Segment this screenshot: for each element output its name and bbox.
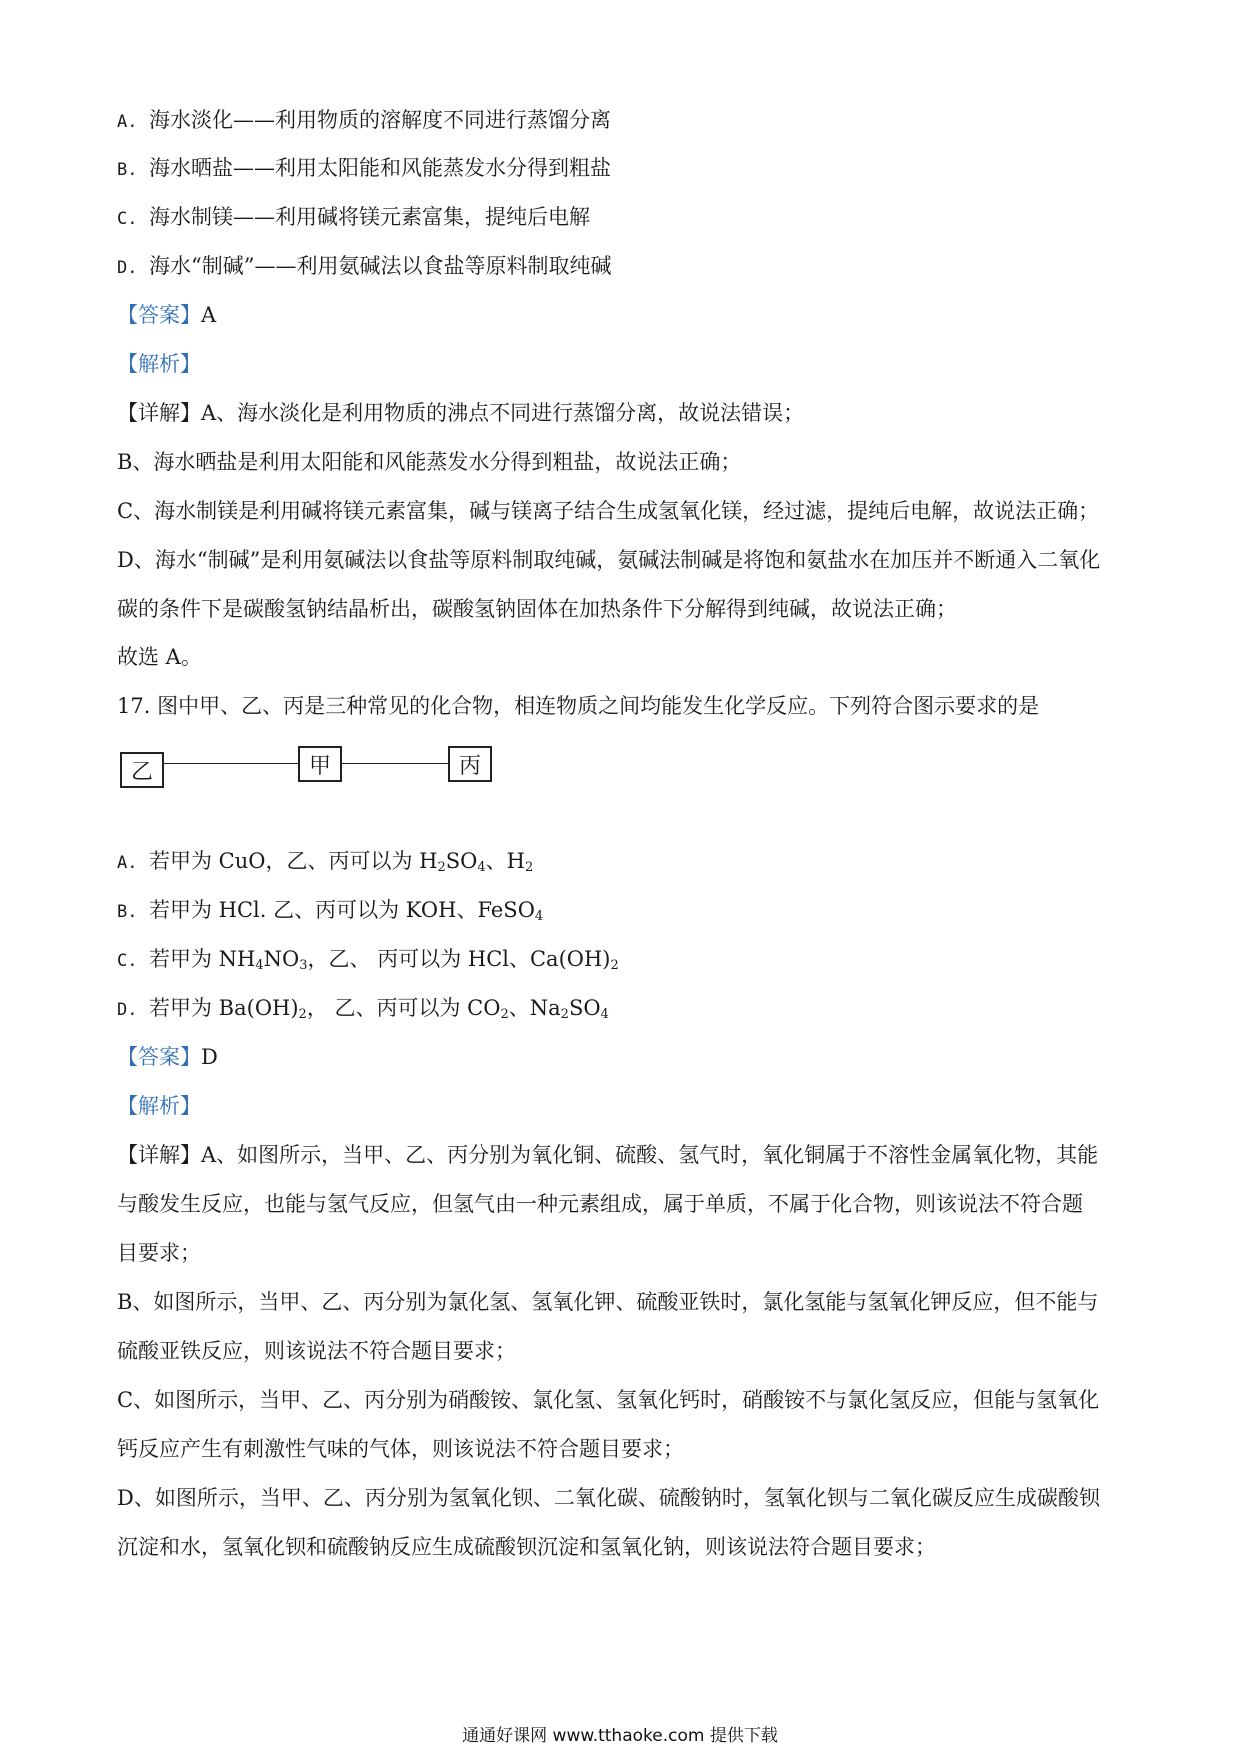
q16-analysis-label (117, 350, 1127, 378)
subscript: 4 (600, 1007, 609, 1022)
option-letter: D. (117, 1000, 138, 1020)
subscript: 2 (500, 1007, 509, 1022)
q17-detail-a-line-1 (117, 1141, 1127, 1169)
option-text: ，乙、 丙可以为 HCl、Ca(OH) (307, 947, 611, 971)
analysis-label: 【解析】 (117, 352, 201, 376)
q17-detail-a-line-3: 目要求； (117, 1241, 201, 1265)
q16-detail-line-5: 碳的条件下是碳酸氢钠结晶析出，碳酸氢钠固体在加热条件下分解得到纯碱，故说法正确； (117, 597, 957, 621)
option-text: 海水晒盐——利用太阳能和风能蒸发水分得到粗盐 (149, 156, 611, 180)
option-text: 若甲为 Ba(OH) (149, 996, 299, 1020)
q17-detail-a-line-2: 与酸发生反应，也能与氢气反应，但氢气由一种元素组成，属于单质，不属于化合物，则该说法不符合题 (117, 1192, 1083, 1216)
subscript: 2 (610, 958, 619, 973)
answer-value: D (201, 1045, 218, 1069)
q16-detail-line-4: D、海水“制碱”是利用氨碱法以食盐等原料制取纯碱，氨碱法制碱是将饱和氨盐水在加压并不断通入二氧化 (117, 548, 1101, 572)
answer-label: 【答案】 (117, 1045, 201, 1069)
subscript: 2 (437, 860, 446, 875)
option-text: SO (445, 849, 478, 873)
diagram-box-bing: 丙 (448, 746, 492, 782)
page-footer: 通通好课网 www.tthaoke.com 提供下载 (462, 1726, 778, 1746)
q16-detail-line-3: C、海水制镁是利用碱将镁元素富集，碱与镁离子结合生成氢氧化镁，经过滤，提纯后电解，故说法正确； (117, 499, 1100, 523)
option-text: NO (263, 947, 300, 971)
detail-label: 【详解】 (117, 401, 201, 425)
q17-detail-b-line-1: B、如图所示，当甲、乙、丙分别为氯化氢、氢氧化钾、硫酸亚铁时，氯化氢能与氢氧化钾反应，但不能与 (117, 1290, 1099, 1314)
diagram-box-yi: 乙 (120, 752, 164, 788)
option-letter: C. (117, 209, 138, 229)
q17-detail-c-line-2: 钙反应产生有刺激性气味的气体，则该说法不符合题目要求； (117, 1437, 684, 1461)
subscript: 4 (534, 909, 544, 924)
diagram-box-jia: 甲 (298, 746, 342, 782)
q16-option-b (117, 154, 1127, 184)
analysis-label: 【解析】 (117, 1094, 201, 1118)
q16-answer (117, 301, 1127, 329)
detail-label: 【详解】 (117, 1143, 201, 1167)
q17-analysis-label (117, 1092, 1127, 1120)
subscript: 2 (298, 1007, 307, 1022)
option-text: 若甲为 CuO，乙、丙可以为 H (149, 849, 438, 873)
subscript: 3 (299, 958, 308, 973)
option-letter: C. (117, 951, 138, 971)
subscript: 2 (560, 1007, 569, 1022)
option-letter: B. (117, 902, 138, 922)
q16-option-a (117, 106, 1127, 136)
option-text: 若甲为 NH (149, 947, 256, 971)
subscript: 4 (255, 958, 264, 973)
option-text: 若甲为 HCl. 乙、丙可以为 KOH、FeSO (149, 898, 535, 922)
diagram-link-left (164, 763, 298, 764)
q17-option-a (117, 847, 1127, 877)
q17-option-c (117, 945, 1127, 975)
option-text: SO (568, 996, 601, 1020)
option-text: 海水制镁——利用碱将镁元素富集，提纯后电解 (149, 205, 590, 229)
q17-option-b (117, 896, 1127, 926)
q16-option-d (117, 252, 1127, 282)
option-text: 海水“制碱”——利用氨碱法以食盐等原料制取纯碱 (149, 254, 612, 278)
option-letter: A. (117, 853, 138, 873)
option-text: 、H (485, 849, 525, 873)
option-letter: D. (117, 258, 138, 278)
option-text: 海水淡化——利用物质的溶解度不同进行蒸馏分离 (149, 108, 611, 132)
detail-text: A、如图所示，当甲、乙、丙分别为氧化铜、硫酸、氢气时，氧化铜属于不溶性金属氧化物，其能 (201, 1143, 1099, 1167)
q17-option-d (117, 994, 1127, 1024)
subscript: 4 (477, 860, 486, 875)
diagram-link-right (342, 763, 448, 764)
option-text: 、Na (508, 996, 561, 1020)
option-text: ， 乙、丙可以为 CO (306, 996, 501, 1020)
subscript: 2 (524, 860, 534, 875)
q16-detail-line-6: 故选 A。 (117, 645, 202, 669)
q17-diagram (120, 744, 481, 792)
q16-option-c (117, 203, 1127, 233)
option-letter: B. (117, 160, 138, 180)
option-letter: A. (117, 112, 138, 132)
q17-detail-d-line-2: 沉淀和水，氢氧化钡和硫酸钠反应生成硫酸钡沉淀和氢氧化钠，则该说法符合题目要求； (117, 1535, 936, 1559)
q17-detail-c-line-1: C、如图所示，当甲、乙、丙分别为硝酸铵、氯化氢、氢氧化钙时，硝酸铵不与氯化氢反应，但能与氢氧化 (117, 1388, 1100, 1412)
q17-detail-d-line-1: D、如图所示，当甲、乙、丙分别为氢氧化钡、二氧化碳、硫酸钠时，氢氧化钡与二氧化碳反应生成碳酸钡 (117, 1486, 1100, 1510)
q16-detail-line-1 (117, 399, 1127, 427)
q17-detail-b-line-2: 硫酸亚铁反应，则该说法不符合题目要求； (117, 1339, 516, 1363)
answer-label: 【答案】 (117, 303, 201, 327)
q16-detail-line-2: B、海水晒盐是利用太阳能和风能蒸发水分得到粗盐，故说法正确； (117, 450, 742, 474)
q17-answer (117, 1043, 1127, 1071)
answer-value: A (201, 303, 217, 327)
detail-text: A、海水淡化是利用物质的沸点不同进行蒸馏分离，故说法错误； (201, 401, 805, 425)
q17-question: 17. 图中甲、乙、丙是三种常见的化合物，相连物质之间均能发生化学反应。下列符合图示要求的是 (117, 694, 1040, 718)
